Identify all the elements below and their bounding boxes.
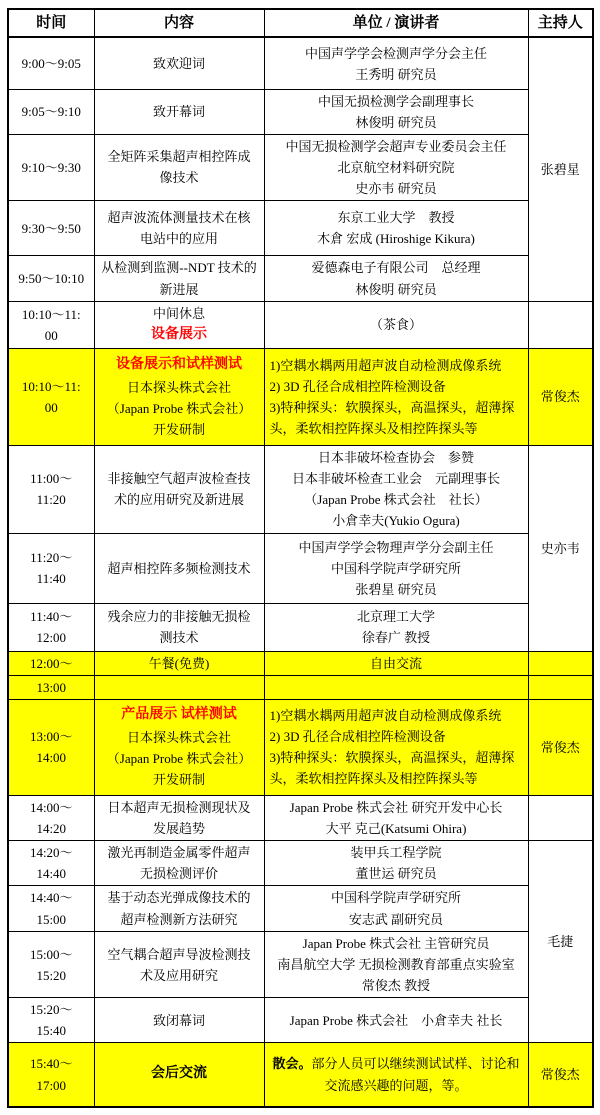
time-cell bbox=[8, 256, 94, 302]
text-line: 从检测到监测--NDT 技术的 bbox=[101, 260, 257, 276]
content-cell bbox=[94, 348, 264, 445]
speaker-cell bbox=[264, 840, 528, 885]
content-cell bbox=[94, 533, 264, 603]
text-line: 致开幕词 bbox=[152, 104, 205, 120]
speaker-cell bbox=[264, 998, 528, 1043]
host-cell bbox=[528, 675, 593, 699]
text-line: 15:40 bbox=[36, 1023, 67, 1039]
text-line: 10:10〜11: bbox=[21, 306, 81, 322]
content-cell bbox=[94, 675, 264, 699]
text-line: 南昌航空大学 无损检测教育部重点实验室 bbox=[277, 957, 515, 973]
text-line: 中国声学学会物理声学分会副主任 bbox=[298, 539, 494, 555]
text-line: 致闭幕词 bbox=[152, 1012, 205, 1028]
time-cell bbox=[8, 533, 94, 603]
text-line: 13:00〜 bbox=[29, 729, 73, 745]
time-cell bbox=[8, 998, 94, 1043]
text-line: 15:00 bbox=[36, 911, 67, 927]
text-line: 发展趋势 bbox=[152, 820, 205, 836]
content-cell bbox=[94, 840, 264, 885]
text-line: 致欢迎词 bbox=[152, 56, 205, 72]
text-line: 超声检测新方法研究 bbox=[120, 911, 238, 927]
text-line: 张碧星 bbox=[540, 162, 580, 178]
text-line: 14:00〜 bbox=[29, 799, 73, 815]
text-line: 10:10〜11: bbox=[21, 378, 81, 394]
schedule-row bbox=[8, 302, 593, 349]
time-cell bbox=[8, 651, 94, 675]
text-line: Japan Probe 株式会社 主管研究员 bbox=[302, 936, 490, 952]
text-line: （Japan Probe 株式会社） bbox=[106, 400, 252, 416]
time-cell bbox=[8, 134, 94, 200]
speaker-cell bbox=[264, 795, 528, 840]
text-line: 设备展示和试样测试 bbox=[116, 356, 242, 372]
speaker-cell bbox=[264, 348, 528, 445]
text-line: 小倉幸夫(Yukio Ogura) bbox=[332, 513, 460, 529]
text-line: Japan Probe 株式会社 研究开发中心长 bbox=[289, 799, 503, 815]
text-line: 超声相控阵多频检测技术 bbox=[107, 560, 251, 576]
text-line: 产品展示 试样测试 bbox=[121, 707, 237, 723]
host-cell bbox=[528, 302, 593, 349]
speaker-cell bbox=[264, 932, 528, 998]
text-line: 14:20〜 bbox=[29, 844, 73, 860]
text-line: 林俊明 研究员 bbox=[355, 114, 437, 130]
schedule-row bbox=[8, 256, 593, 302]
col-header-time: 时间 bbox=[8, 9, 94, 37]
text-line: 14:00 bbox=[36, 750, 67, 766]
text-line: 史亦韦 bbox=[540, 540, 580, 556]
text-line: （Japan Probe 株式会社） bbox=[106, 751, 252, 767]
text-line: 会后交流 bbox=[151, 1066, 207, 1082]
time-cell bbox=[8, 348, 94, 445]
schedule-row bbox=[8, 533, 593, 603]
time-cell bbox=[8, 445, 94, 533]
text-line: 11:40 bbox=[36, 571, 66, 587]
speaker-cell bbox=[264, 134, 528, 200]
text-line: 开发研制 bbox=[152, 421, 205, 437]
text-line: 9:00〜9:05 bbox=[21, 56, 81, 72]
schedule-row bbox=[8, 840, 593, 885]
schedule-row bbox=[8, 651, 593, 675]
schedule-row bbox=[8, 998, 593, 1043]
text-line: 1)空耦水耦两用超声波自动检测成像系统 bbox=[269, 708, 502, 724]
speaker-cell bbox=[264, 651, 528, 675]
text-line: 基于动态光弹成像技术的 bbox=[107, 890, 251, 906]
text-line: 林俊明 研究员 bbox=[355, 281, 437, 297]
text-line: 15:40〜 bbox=[29, 1056, 73, 1072]
speaker-cell bbox=[264, 201, 528, 256]
text-line: 电站中的应用 bbox=[139, 231, 218, 247]
host-cell bbox=[528, 840, 593, 1042]
text-line: 中国无损检测学会副理事长 bbox=[317, 93, 474, 109]
col-header-host: 主持人 bbox=[528, 9, 593, 37]
speaker-cell bbox=[264, 302, 528, 349]
content-cell bbox=[94, 795, 264, 840]
col-header-speaker: 单位 / 演讲者 bbox=[264, 9, 528, 37]
schedule-row bbox=[8, 932, 593, 998]
text-line: 日本探头株式会社 bbox=[126, 730, 231, 746]
content-cell bbox=[94, 201, 264, 256]
text-line: 15:20〜 bbox=[29, 1002, 73, 1018]
text-line: 中国科学院声学研究所 bbox=[330, 560, 461, 576]
table-header bbox=[8, 9, 593, 37]
content-cell bbox=[94, 1043, 264, 1107]
text-line: 史亦韦 研究员 bbox=[355, 180, 437, 196]
content-cell bbox=[94, 932, 264, 998]
text-line: 3)特种探头：软膜探头，高温探头，超薄探头，柔软相控阵探头及相控阵探头等 bbox=[269, 399, 515, 436]
text-line: 东京工业大学 教授 bbox=[337, 209, 455, 225]
text-line: 超声波流体测量技术在核 bbox=[107, 209, 251, 225]
schedule-row bbox=[8, 675, 593, 699]
text-line: 2) 3D 孔径合成相控阵检测设备 bbox=[269, 378, 446, 394]
text-line: 14:20 bbox=[36, 820, 67, 836]
text-line: 15:20 bbox=[36, 967, 67, 983]
table-body bbox=[8, 37, 593, 1106]
text-line: 15:00〜 bbox=[29, 946, 73, 962]
text-line: 徐春广 教授 bbox=[361, 630, 431, 646]
text-line: 00 bbox=[44, 327, 58, 343]
text-line: 全矩阵采集超声相控阵成 bbox=[107, 149, 251, 165]
text-line: 14:40 bbox=[36, 865, 67, 881]
text-line: 11:20 bbox=[36, 492, 66, 508]
text-line: 常俊杰 bbox=[540, 739, 580, 755]
text-line: 空气耦合超声导波检测技 bbox=[107, 946, 251, 962]
text-line: 13:00 bbox=[36, 679, 67, 695]
host-cell bbox=[528, 651, 593, 675]
text-line: 3)特种探头：软膜探头，高温探头，超薄探头，柔软相控阵探头及相控阵探头等 bbox=[269, 750, 515, 787]
text-line: 安志武 副研究员 bbox=[348, 911, 444, 927]
text-line: 常俊杰 bbox=[540, 1066, 580, 1082]
text-line: 常俊杰 教授 bbox=[361, 978, 431, 994]
text-line: 测技术 bbox=[159, 630, 199, 646]
col-header-content: 内容 bbox=[94, 9, 264, 37]
text-line: 日本非破坏检查工业会 元副理事长 bbox=[291, 471, 500, 487]
time-cell bbox=[8, 302, 94, 349]
text-line: 9:10〜9:30 bbox=[21, 159, 81, 175]
text-line: 12:00〜 bbox=[29, 655, 73, 671]
host-cell bbox=[528, 37, 593, 301]
text-line: 董世运 研究员 bbox=[355, 865, 437, 881]
text-line: 部分人员可以继续测试试样、讨论和交流感兴趣的问题，等。 bbox=[311, 1056, 520, 1093]
text-line: 装甲兵工程学院 bbox=[350, 844, 442, 860]
schedule-row bbox=[8, 134, 593, 200]
host-cell bbox=[528, 699, 593, 795]
text-line: 12:00 bbox=[36, 630, 67, 646]
text-line: 中间休息 bbox=[152, 306, 205, 322]
text-line: 激光再制造金属零件超声 bbox=[107, 844, 251, 860]
text-line: （茶食） bbox=[369, 317, 422, 333]
text-line: 设备展示 bbox=[151, 327, 207, 343]
time-cell bbox=[8, 886, 94, 932]
content-cell bbox=[94, 445, 264, 533]
schedule-row bbox=[8, 795, 593, 840]
host-cell bbox=[528, 1043, 593, 1107]
text-line: 北京航空材料研究院 bbox=[337, 159, 455, 175]
speaker-cell bbox=[264, 256, 528, 302]
schedule-row bbox=[8, 348, 593, 445]
schedule-row bbox=[8, 603, 593, 651]
text-line: 17:00 bbox=[36, 1077, 67, 1093]
schedule-row bbox=[8, 201, 593, 256]
text-line: 11:00〜 bbox=[30, 471, 73, 487]
text-line: 新进展 bbox=[159, 281, 199, 297]
host-cell bbox=[528, 445, 593, 651]
text-line: 午餐(免费) bbox=[148, 655, 210, 671]
text-line: Japan Probe 株式会社 小倉幸夫 社长 bbox=[289, 1012, 503, 1028]
schedule-row bbox=[8, 445, 593, 533]
text-line: 1)空耦水耦两用超声波自动检测成像系统 bbox=[269, 357, 502, 373]
speaker-cell bbox=[264, 699, 528, 795]
text-line: 中国科学院声学研究所 bbox=[330, 890, 461, 906]
time-cell bbox=[8, 37, 94, 89]
content-cell bbox=[94, 256, 264, 302]
text-line: 非接触空气超声波检查技 bbox=[107, 471, 251, 487]
text-line: 张碧星 研究员 bbox=[355, 581, 437, 597]
text-line: 2) 3D 孔径合成相控阵检测设备 bbox=[269, 729, 446, 745]
text-line: （Japan Probe 株式会社 社长） bbox=[304, 492, 488, 508]
host-cell bbox=[528, 795, 593, 840]
content-cell bbox=[94, 998, 264, 1043]
content-cell bbox=[94, 603, 264, 651]
content-cell bbox=[94, 886, 264, 932]
content-cell bbox=[94, 89, 264, 134]
speaker-cell bbox=[264, 603, 528, 651]
text-line: 木倉 宏成 (Hiroshige Kikura) bbox=[317, 231, 475, 247]
text-line: 常俊杰 bbox=[540, 389, 580, 405]
text-line: 大平 克己(Katsumi Ohira) bbox=[325, 820, 467, 836]
time-cell bbox=[8, 840, 94, 885]
text-line: 9:50〜10:10 bbox=[18, 271, 85, 286]
header-row bbox=[8, 9, 593, 37]
time-cell bbox=[8, 89, 94, 134]
text-line: 日本探头株式会社 bbox=[126, 379, 231, 395]
time-cell bbox=[8, 603, 94, 651]
text-line: 开发研制 bbox=[152, 772, 205, 788]
text-line: 无损检测评价 bbox=[139, 865, 218, 881]
text-line: 中国无损检测学会超声专业委员会主任 bbox=[285, 138, 507, 154]
text-line: 王秀明 研究员 bbox=[355, 66, 437, 82]
text-line: 残余应力的非接触无损检 bbox=[107, 609, 251, 625]
text-line: 爱德森电子有限公司 总经理 bbox=[311, 260, 481, 276]
content-cell bbox=[94, 651, 264, 675]
schedule-row bbox=[8, 89, 593, 134]
text-line: 00 bbox=[44, 399, 58, 415]
schedule-row bbox=[8, 1043, 593, 1107]
speaker-cell bbox=[264, 89, 528, 134]
schedule-table bbox=[7, 8, 594, 1108]
text-line: 自由交流 bbox=[369, 655, 422, 671]
text-line: 术的应用研究及新进展 bbox=[113, 492, 244, 508]
text-line: 中国声学学会检测声学分会主任 bbox=[304, 45, 487, 61]
schedule-row bbox=[8, 37, 593, 89]
text-line: 术及应用研究 bbox=[139, 967, 218, 983]
text-line: 11:20〜 bbox=[30, 550, 73, 566]
text-line: 14:40〜 bbox=[29, 890, 73, 906]
speaker-cell bbox=[264, 37, 528, 89]
speaker-cell bbox=[264, 445, 528, 533]
text-line: 毛捷 bbox=[547, 934, 574, 950]
speaker-cell bbox=[264, 1043, 528, 1107]
text-line: 像技术 bbox=[159, 170, 199, 186]
schedule-row bbox=[8, 699, 593, 795]
text-line: 散会。 bbox=[272, 1056, 312, 1072]
text-line: 9:05〜9:10 bbox=[21, 104, 81, 120]
content-cell bbox=[94, 134, 264, 200]
speaker-cell bbox=[264, 675, 528, 699]
text-line: 日本超声无损检测现状及 bbox=[107, 799, 251, 815]
text-line: 北京理工大学 bbox=[356, 609, 435, 625]
speaker-cell bbox=[264, 886, 528, 932]
time-cell bbox=[8, 1043, 94, 1107]
time-cell bbox=[8, 795, 94, 840]
text-line: 日本非破坏检查协会 参赞 bbox=[317, 450, 474, 466]
time-cell bbox=[8, 201, 94, 256]
time-cell bbox=[8, 675, 94, 699]
time-cell bbox=[8, 699, 94, 795]
content-cell bbox=[94, 37, 264, 89]
text-line: 11:40〜 bbox=[30, 609, 73, 625]
speaker-cell bbox=[264, 533, 528, 603]
host-cell bbox=[528, 348, 593, 445]
text-line: 9:30〜9:50 bbox=[21, 220, 81, 236]
content-cell bbox=[94, 302, 264, 349]
time-cell bbox=[8, 932, 94, 998]
schedule-row bbox=[8, 886, 593, 932]
content-cell bbox=[94, 699, 264, 795]
